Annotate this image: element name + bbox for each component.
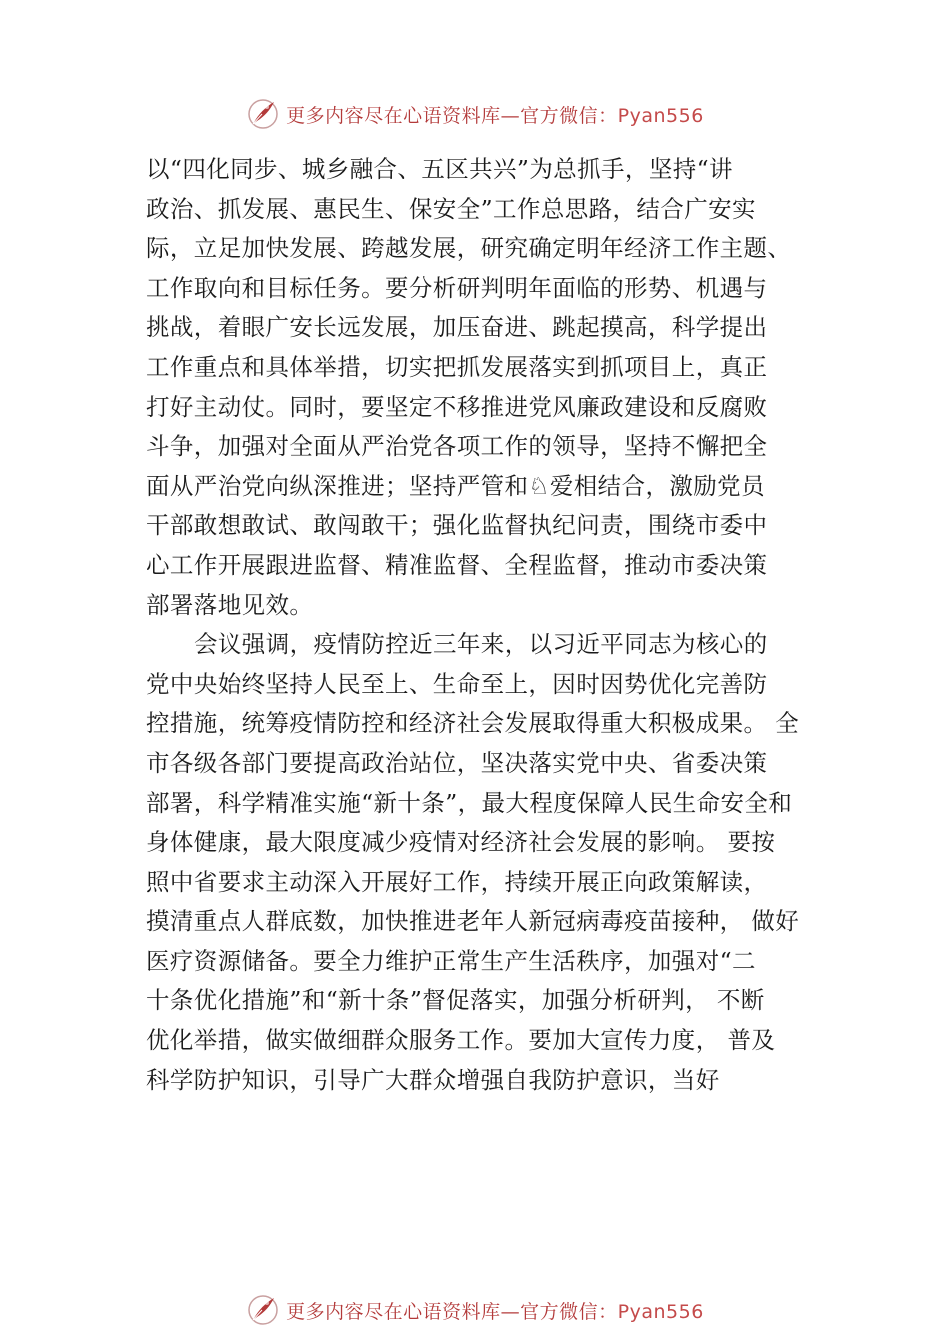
document-body <box>146 150 816 1100</box>
text-line: 身体健康，最大限度减少疫情对经济社会发展的影响。 要按 <box>146 828 776 857</box>
text-line: 市各级各部门要提高政治站位，坚决落实党中央、省委决策 <box>146 748 768 777</box>
text-line: 党中央始终坚持人民至上、生命至上，因时因势优化完善防 <box>146 669 768 698</box>
text-line: 打好主动仗。同时，要坚定不移推进党风廉政建设和反腐败 <box>146 392 768 421</box>
text-line: 斗争，加强对全面从严治党各项工作的领导，坚持不懈把全 <box>146 432 768 461</box>
feather-pen-icon <box>246 97 280 131</box>
text-line: 面从严治党向纵深推进；坚持严管和♘爱相结合，激励党员 <box>146 471 765 500</box>
text-line: 控措施，统筹疫情防控和经济社会发展取得重大积极成果。 全 <box>146 709 800 738</box>
watermark-code: Pyan556 <box>617 1300 704 1323</box>
text-line: 科学防护知识，引导广大群众增强自我防护意识，当好 <box>146 1065 720 1094</box>
watermark-code: Pyan556 <box>617 104 704 127</box>
watermark-text: 更多内容尽在心语资料库—官方微信：Pyan556 <box>286 104 704 127</box>
watermark-text: 更多内容尽在心语资料库—官方微信：Pyan556 <box>286 1300 704 1323</box>
text-line: 政治、抓发展、惠民生、保安全”工作总思路，结合广安实 <box>146 194 756 223</box>
text-line: 医疗资源储备。要全力维护正常生产生活秩序，加强对“二 <box>146 946 756 975</box>
text-line: 十条优化措施”和“新十条”督促落实，加强分析研判， 不断 <box>146 986 765 1015</box>
text-line: 照中省要求主动深入开展好工作，持续开展正向政策解读， <box>146 867 768 896</box>
text-line: 挑战，着眼广安长远发展，加压奋进、跳起摸高，科学提出 <box>146 313 768 342</box>
text-line: 部署落地见效。 <box>146 590 314 619</box>
text-line: 际，立足加快发展、跨越发展，研究确定明年经济工作主题、 <box>146 234 792 263</box>
text-line: 以“四化同步、城乡融合、五区共兴”为总抓手，坚持“讲 <box>146 155 733 183</box>
text-line: 会议强调，疫情防控近三年来，以习近平同志为核心的 <box>194 630 768 659</box>
text-line: 部署，科学精准实施“新十条”，最大程度保障人民生命安全和 <box>146 788 793 817</box>
text-line: 优化举措，做实做细群众服务工作。要加大宣传力度， 普及 <box>146 1026 776 1055</box>
feather-pen-icon <box>246 1293 280 1327</box>
footer-watermark <box>0 1290 950 1330</box>
text-line: 心工作开展跟进监督、精准监督、全程监督，推动市委决策 <box>146 550 768 579</box>
header-watermark <box>0 94 950 134</box>
text-line: 干部敢想敢试、敢闯敢干；强化监督执纪问责，围绕市委中 <box>146 511 768 540</box>
text-line: 工作重点和具体举措，切实把抓发展落实到抓项目上，真正 <box>146 352 768 381</box>
text-line: 摸清重点人群底数，加快推进老年人新冠病毒疫苗接种， 做好 <box>146 907 800 936</box>
text-line: 工作取向和目标任务。要分析研判明年面临的形势、机遇与 <box>146 273 768 302</box>
